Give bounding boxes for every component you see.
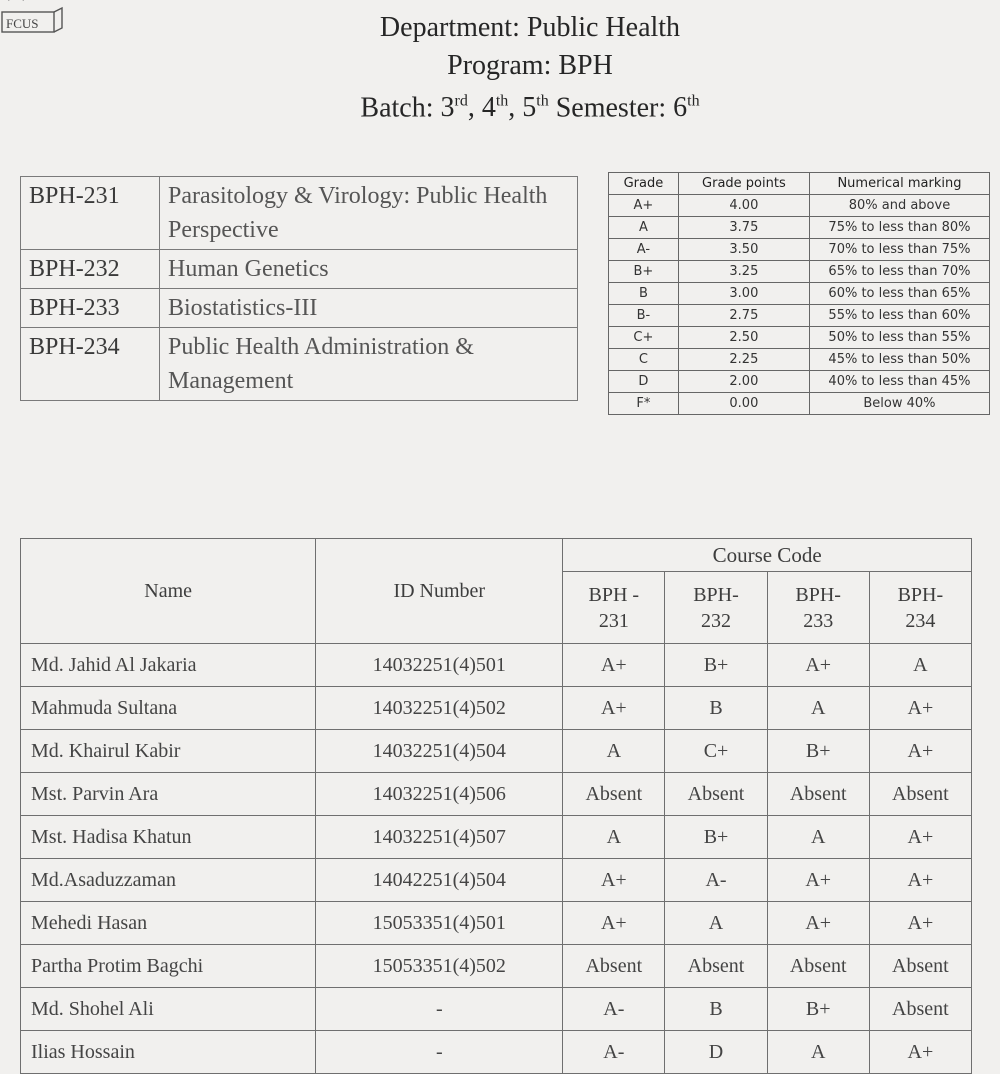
grade-points: 4.00 bbox=[678, 195, 809, 217]
student-row bbox=[21, 1031, 972, 1074]
numerical-marking: 45% to less than 50% bbox=[809, 349, 989, 371]
course-grade: A+ bbox=[869, 1031, 971, 1074]
numerical-marking: 80% and above bbox=[809, 195, 989, 217]
course-grade: A+ bbox=[563, 859, 665, 902]
student-name: Partha Protim Bagchi bbox=[21, 945, 316, 988]
student-id: 14032251(4)507 bbox=[316, 816, 563, 859]
department-title: Department: Public Health bbox=[379, 12, 681, 43]
grade-points: 2.50 bbox=[678, 327, 809, 349]
course-grade: A+ bbox=[869, 730, 971, 773]
batch-value: 5th bbox=[522, 92, 549, 124]
numerical-marking: 40% to less than 45% bbox=[809, 371, 989, 393]
numerical-marking: 70% to less than 75% bbox=[809, 239, 989, 261]
course-grade: B+ bbox=[767, 988, 869, 1031]
course-code: BPH-233 bbox=[21, 289, 160, 328]
grade-scale-row bbox=[609, 217, 990, 239]
student-name: Md. Jahid Al Jakaria bbox=[21, 644, 316, 687]
student-name: Mahmuda Sultana bbox=[21, 687, 316, 730]
course-title: Human Genetics bbox=[160, 250, 578, 289]
student-row bbox=[21, 945, 972, 988]
student-id: 14032251(4)506 bbox=[316, 773, 563, 816]
student-id: 15053351(4)502 bbox=[316, 945, 563, 988]
course-grade: Absent bbox=[869, 988, 971, 1031]
course-grade: A+ bbox=[869, 859, 971, 902]
course-row bbox=[21, 250, 578, 289]
grade-scale-row bbox=[609, 371, 990, 393]
course-grade: Absent bbox=[665, 773, 767, 816]
student-id: 14042251(4)504 bbox=[316, 859, 563, 902]
course-code-column-header: BPH - 231 bbox=[563, 572, 665, 644]
grade-letter: C+ bbox=[609, 327, 679, 349]
course-list-table bbox=[20, 176, 578, 401]
grade-letter: A bbox=[609, 217, 679, 239]
student-name: Md.Asaduzzaman bbox=[21, 859, 316, 902]
batch-value: 4th, bbox=[481, 92, 523, 124]
course-row bbox=[21, 328, 578, 401]
program-title: Program: BPH bbox=[447, 50, 613, 81]
student-name: Ilias Hossain bbox=[21, 1031, 316, 1074]
course-grade: A+ bbox=[563, 687, 665, 730]
grade-scale-row bbox=[609, 393, 990, 415]
grade-scale-row bbox=[609, 195, 990, 217]
course-title: Biostatistics-III bbox=[160, 289, 578, 328]
course-grade: B bbox=[665, 687, 767, 730]
student-id: - bbox=[316, 1031, 563, 1074]
grade-points: 0.00 bbox=[678, 393, 809, 415]
student-row bbox=[21, 687, 972, 730]
student-results-table bbox=[20, 538, 972, 1074]
course-grade: A+ bbox=[869, 687, 971, 730]
grade-scale-row bbox=[609, 305, 990, 327]
course-grade: Absent bbox=[767, 773, 869, 816]
grade-scale-row bbox=[609, 349, 990, 371]
course-grade: A bbox=[767, 1031, 869, 1074]
semester-value: 6th bbox=[673, 92, 700, 124]
name-column-header: Name bbox=[21, 539, 316, 644]
course-grade: A bbox=[563, 816, 665, 859]
grade-scale-row bbox=[609, 239, 990, 261]
grade-points: 3.75 bbox=[678, 217, 809, 239]
course-grade: B+ bbox=[665, 644, 767, 687]
course-grade: A bbox=[869, 644, 971, 687]
course-grade: A+ bbox=[563, 902, 665, 945]
course-grade: A+ bbox=[767, 859, 869, 902]
course-grade: A+ bbox=[767, 644, 869, 687]
grade-letter: B bbox=[609, 283, 679, 305]
grade-points: 3.25 bbox=[678, 261, 809, 283]
course-code: BPH-231 bbox=[21, 177, 160, 250]
course-grade: Absent bbox=[869, 773, 971, 816]
course-grade: A+ bbox=[869, 902, 971, 945]
numerical-marking: 55% to less than 60% bbox=[809, 305, 989, 327]
course-code-header: Course Code bbox=[563, 539, 972, 572]
grade-points: 2.25 bbox=[678, 349, 809, 371]
course-code: BPH-232 bbox=[21, 250, 160, 289]
grade-letter: A+ bbox=[609, 195, 679, 217]
grade-letter: A- bbox=[609, 239, 679, 261]
student-name: Mst. Hadisa Khatun bbox=[21, 816, 316, 859]
student-row bbox=[21, 988, 972, 1031]
course-grade: A- bbox=[563, 1031, 665, 1074]
student-name: Mst. Parvin Ara bbox=[21, 773, 316, 816]
course-code-column-header: BPH- 233 bbox=[767, 572, 869, 644]
batch-value: 3rd, bbox=[440, 92, 482, 124]
numerical-marking: 75% to less than 80% bbox=[809, 217, 989, 239]
course-grade: A bbox=[767, 816, 869, 859]
course-code-column-header: BPH- 234 bbox=[869, 572, 971, 644]
grade-letter: B+ bbox=[609, 261, 679, 283]
course-grade: A bbox=[665, 902, 767, 945]
grade-points: 3.50 bbox=[678, 239, 809, 261]
grade-scale-row bbox=[609, 283, 990, 305]
student-name: Md. Khairul Kabir bbox=[21, 730, 316, 773]
student-id: 14032251(4)501 bbox=[316, 644, 563, 687]
batch-values bbox=[440, 92, 555, 123]
student-row bbox=[21, 902, 972, 945]
student-name: Md. Shohel Ali bbox=[21, 988, 316, 1031]
grading-scale-table bbox=[608, 172, 990, 415]
student-row bbox=[21, 644, 972, 687]
student-row bbox=[21, 859, 972, 902]
grade-scale-row bbox=[609, 261, 990, 283]
grade-letter: C bbox=[609, 349, 679, 371]
student-id: 14032251(4)502 bbox=[316, 687, 563, 730]
course-grade: B bbox=[665, 988, 767, 1031]
student-id: 15053351(4)501 bbox=[316, 902, 563, 945]
numerical-marking: 65% to less than 70% bbox=[809, 261, 989, 283]
course-grade: B+ bbox=[767, 730, 869, 773]
course-grade: A+ bbox=[767, 902, 869, 945]
numerical-marking-header: Numerical marking bbox=[809, 173, 989, 195]
grade-scale-row bbox=[609, 327, 990, 349]
course-grade: A+ bbox=[563, 644, 665, 687]
course-grade: C+ bbox=[665, 730, 767, 773]
course-grade: Absent bbox=[767, 945, 869, 988]
numerical-marking: Below 40% bbox=[809, 393, 989, 415]
student-id: - bbox=[316, 988, 563, 1031]
course-grade: B+ bbox=[665, 816, 767, 859]
course-grade: A bbox=[767, 687, 869, 730]
course-code: BPH-234 bbox=[21, 328, 160, 401]
student-row bbox=[21, 773, 972, 816]
course-grade: A- bbox=[563, 988, 665, 1031]
course-row bbox=[21, 177, 578, 250]
svg-text:FCUS: FCUS bbox=[6, 16, 39, 31]
course-grade: A bbox=[563, 730, 665, 773]
student-name: Mehedi Hasan bbox=[21, 902, 316, 945]
id-column-header: ID Number bbox=[316, 539, 563, 644]
grade-header: Grade bbox=[609, 173, 679, 195]
course-grade: A+ bbox=[869, 816, 971, 859]
semester-label: Semester: bbox=[555, 92, 674, 124]
grade-points-header: Grade points bbox=[678, 173, 809, 195]
numerical-marking: 50% to less than 55% bbox=[809, 327, 989, 349]
course-grade: D bbox=[665, 1031, 767, 1074]
batch-label: Batch: bbox=[360, 92, 441, 124]
grade-letter: B- bbox=[609, 305, 679, 327]
course-grade: Absent bbox=[563, 945, 665, 988]
grade-points: 2.75 bbox=[678, 305, 809, 327]
course-row bbox=[21, 289, 578, 328]
grade-points: 2.00 bbox=[678, 371, 809, 393]
course-grade: A- bbox=[665, 859, 767, 902]
grade-letter: F* bbox=[609, 393, 679, 415]
student-id: 14032251(4)504 bbox=[316, 730, 563, 773]
batch-semester-line bbox=[0, 84, 1000, 126]
numerical-marking: 60% to less than 65% bbox=[809, 283, 989, 305]
course-grade: Absent bbox=[563, 773, 665, 816]
grade-points: 3.00 bbox=[678, 283, 809, 305]
document-header bbox=[0, 10, 1000, 126]
course-title: Public Health Administration & Management bbox=[160, 328, 578, 401]
course-grade: Absent bbox=[665, 945, 767, 988]
course-code-column-header: BPH- 232 bbox=[665, 572, 767, 644]
course-grade: Absent bbox=[869, 945, 971, 988]
student-row bbox=[21, 730, 972, 773]
student-row bbox=[21, 816, 972, 859]
grade-letter: D bbox=[609, 371, 679, 393]
course-title: Parasitology & Virology: Public Health Perspective bbox=[160, 177, 578, 250]
